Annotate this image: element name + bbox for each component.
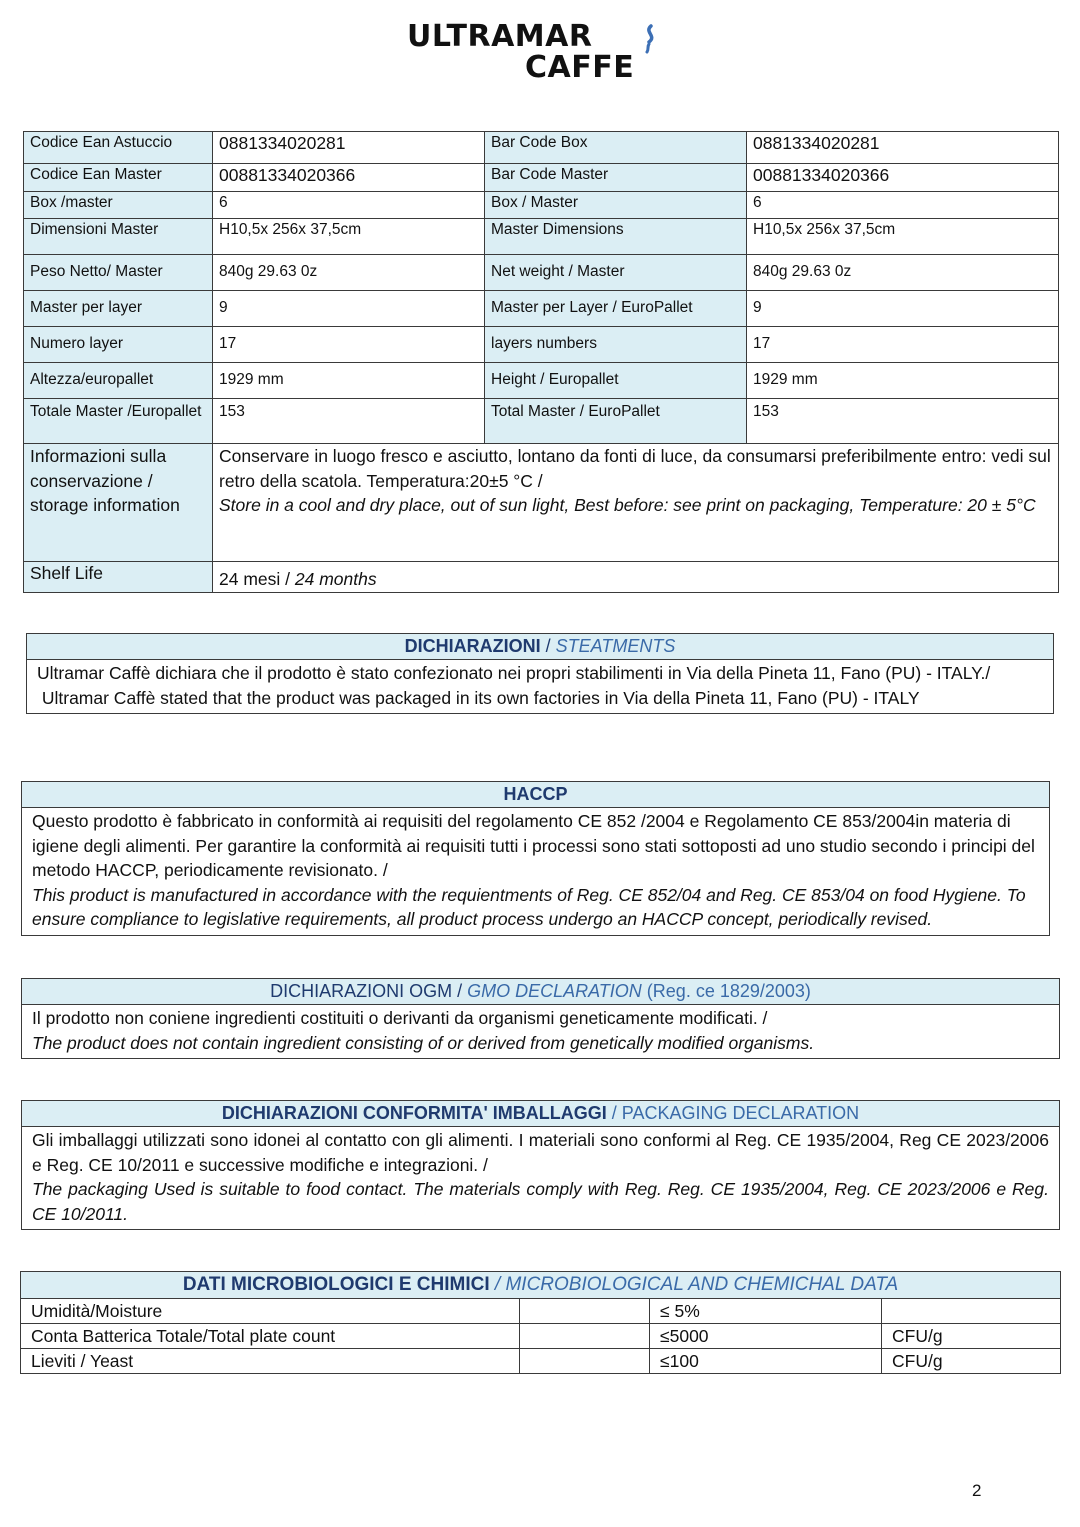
steam-icon xyxy=(639,24,661,54)
storage-text xyxy=(213,444,1059,562)
shelf-life-value-it: 24 mesi / xyxy=(219,569,295,589)
spec-label-en: Bar Code Master xyxy=(485,164,747,192)
storage-text-it: Conservare in luogo fresco e asciutto, lontano da fonti di luce, da consumarsi preferibilmente entro: vedi sul retro della scatola. Temperatura:20±5 °C / xyxy=(219,446,1051,491)
shelf-life-value-en: 24 months xyxy=(294,569,377,589)
statements-section xyxy=(26,633,1054,714)
spec-row xyxy=(24,132,1059,164)
packaging-header xyxy=(22,1101,1059,1127)
gmo-text-it: Il prodotto non coniene ingredienti costituiti o derivanti da organismi geneticamente modificati. / xyxy=(32,1008,768,1028)
statements-body xyxy=(27,660,1053,713)
gmo-section xyxy=(21,978,1060,1059)
spec-value-en: 17 xyxy=(747,327,1059,363)
micro-empty-cell xyxy=(520,1324,650,1349)
spec-value-en: 0881334020281 xyxy=(747,132,1059,164)
haccp-text-en: This product is manufactured in accordance with the requientments of Reg. CE 852/04 and Reg. CE 853/04 on food Hygiene. To ensure compliance to legislative requirements, all product process undergo an HACCP concept, periodically revised. xyxy=(32,884,1026,929)
spec-row xyxy=(24,192,1059,219)
spec-label-it: Numero layer xyxy=(24,327,213,363)
statements-text-it: Ultramar Caffè dichiara che il prodotto è stato confezionato nei propri stabilimenti in Via della Pineta 11, Fano (PU) - ITALY./ xyxy=(37,663,991,683)
packaging-text-it: Gli imballaggi utilizzati sono idonei al contatto con gli alimenti. I materiali sono conformi al Reg. CE 1935/2004, Reg CE 2023/2006 e Reg. CE 10/2011 e successive modifiche e integrazioni. / xyxy=(32,1130,1049,1175)
spec-label-en: Master per Layer / EuroPallet xyxy=(485,291,747,327)
micro-empty-cell xyxy=(520,1349,650,1374)
spec-label-en: Bar Code Box xyxy=(485,132,747,164)
shelf-life-row xyxy=(24,562,1059,593)
micro-param: Umidità/Moisture xyxy=(21,1299,520,1324)
spec-label-en: Total Master / EuroPallet xyxy=(485,399,747,444)
spec-label-en: Net weight / Master xyxy=(485,255,747,291)
spec-label-en: Height / Europallet xyxy=(485,363,747,399)
spec-row xyxy=(24,399,1059,444)
spec-value-it: 840g 29.63 0z xyxy=(213,255,485,291)
micro-value: ≤ 5% xyxy=(650,1299,882,1324)
packaging-title-en: / PACKAGING DECLARATION xyxy=(606,1103,860,1123)
brand-logo xyxy=(407,19,669,85)
spec-label-en: layers numbers xyxy=(485,327,747,363)
spec-row xyxy=(24,255,1059,291)
micro-value: ≤5000 xyxy=(650,1324,882,1349)
micro-param: Conta Batterica Totale/Total plate count xyxy=(21,1324,520,1349)
haccp-section xyxy=(21,781,1050,936)
gmo-title-sep: / xyxy=(452,981,468,1001)
spec-label-it: Dimensioni Master xyxy=(24,219,213,255)
spec-value-en: 153 xyxy=(747,399,1059,444)
spec-row xyxy=(24,219,1059,255)
gmo-body xyxy=(22,1005,1059,1058)
gmo-title-en: GMO DECLARATION xyxy=(467,981,642,1001)
micro-header-row xyxy=(21,1272,1061,1299)
micro-title-it: DATI MICROBIOLOGICI E CHIMICI xyxy=(182,1274,490,1295)
spec-value-it: 6 xyxy=(213,192,485,219)
storage-text-en: Store in a cool and dry place, out of sun light, Best before: see print on packaging, Temperature: 20 ± 5°C xyxy=(219,495,1036,515)
spec-value-it: 17 xyxy=(213,327,485,363)
spec-row xyxy=(24,291,1059,327)
micro-chem-table xyxy=(20,1271,1061,1374)
spec-label-it: Altezza/europallet xyxy=(24,363,213,399)
spec-value-en: 1929 mm xyxy=(747,363,1059,399)
gmo-title-reg: (Reg. ce 1829/2003) xyxy=(641,981,811,1001)
spec-label-it: Master per layer xyxy=(24,291,213,327)
brand-name-line1: ULTRAMAR xyxy=(407,19,593,54)
spec-value-it: H10,5x 256x 37,5cm xyxy=(213,219,485,255)
spec-value-en: 6 xyxy=(747,192,1059,219)
spec-value-en: H10,5x 256x 37,5cm xyxy=(747,219,1059,255)
micro-header xyxy=(21,1272,1061,1299)
spec-value-en: 00881334020366 xyxy=(747,164,1059,192)
micro-row xyxy=(21,1324,1061,1349)
packaging-section xyxy=(21,1100,1060,1230)
spec-value-it: 1929 mm xyxy=(213,363,485,399)
micro-unit xyxy=(882,1299,1061,1324)
haccp-body xyxy=(22,808,1049,935)
gmo-text-en: The product does not contain ingredient consisting of or derived from genetically modified organisms. xyxy=(32,1032,815,1053)
spec-value-en: 840g 29.63 0z xyxy=(747,255,1059,291)
packaging-title-it: DICHIARAZIONI CONFORMITA' IMBALLAGGI xyxy=(221,1103,607,1123)
statements-title-sep: / xyxy=(540,636,556,656)
spec-label-it: Box /master xyxy=(24,192,213,219)
gmo-header xyxy=(22,979,1059,1005)
storage-row xyxy=(24,444,1059,562)
statements-text-en: Ultramar Caffè stated that the product was packaged in its own factories in Via della Pineta 11, Fano (PU) - ITALY xyxy=(37,687,920,708)
micro-row xyxy=(21,1349,1061,1374)
micro-row xyxy=(21,1299,1061,1324)
spec-value-it: 00881334020366 xyxy=(213,164,485,192)
packaging-text-en: The packaging Used is suitable to food contact. The materials comply with Reg. Reg. CE 1935/2004, Reg. CE 2023/2006 e Reg. CE 10/2011. xyxy=(32,1179,1049,1224)
statements-title-en: STEATMENTS xyxy=(555,636,676,656)
product-spec-table xyxy=(23,131,1059,593)
spec-value-en: 9 xyxy=(747,291,1059,327)
packaging-body xyxy=(22,1127,1059,1229)
shelf-life-value xyxy=(213,562,1059,593)
spec-value-it: 0881334020281 xyxy=(213,132,485,164)
storage-label: Informazioni sulla conservazione / storage information xyxy=(24,444,213,562)
spec-value-it: 153 xyxy=(213,399,485,444)
haccp-title: HACCP xyxy=(503,784,568,804)
haccp-text-it: Questo prodotto è fabbricato in conformità ai requisiti del regolamento CE 852 /2004 e Regolamento CE 853/2004in materia di igiene degli alimenti. Per garantire la conformità ai requisiti tutti i processi sono stati sottoposti ad uno studio secondo i principi del metodo HACCP, periodicamente revisionato. / xyxy=(32,811,1035,880)
haccp-header xyxy=(22,782,1049,808)
micro-param: Lieviti / Yeast xyxy=(21,1349,520,1374)
spec-label-it: Totale Master /Europallet xyxy=(24,399,213,444)
spec-value-it: 9 xyxy=(213,291,485,327)
spec-label-it: Codice Ean Master xyxy=(24,164,213,192)
micro-unit: CFU/g xyxy=(882,1349,1061,1374)
page-number: 2 xyxy=(972,1481,982,1500)
micro-empty-cell xyxy=(520,1299,650,1324)
spec-row xyxy=(24,164,1059,192)
spec-label-en: Master Dimensions xyxy=(485,219,747,255)
micro-value: ≤100 xyxy=(650,1349,882,1374)
spec-label-it: Codice Ean Astuccio xyxy=(24,132,213,164)
micro-title-en: / MICROBIOLOGICAL AND CHEMICHAL DATA xyxy=(489,1274,899,1295)
gmo-title-it: DICHIARAZIONI OGM xyxy=(270,981,453,1001)
statements-header xyxy=(27,634,1053,660)
statements-title-it: DICHIARAZIONI xyxy=(404,636,541,656)
brand-name-line2: CAFFE xyxy=(525,50,635,85)
micro-unit: CFU/g xyxy=(882,1324,1061,1349)
spec-row xyxy=(24,363,1059,399)
spec-label-en: Box / Master xyxy=(485,192,747,219)
shelf-life-label: Shelf Life xyxy=(24,562,213,593)
spec-row xyxy=(24,327,1059,363)
spec-label-it: Peso Netto/ Master xyxy=(24,255,213,291)
